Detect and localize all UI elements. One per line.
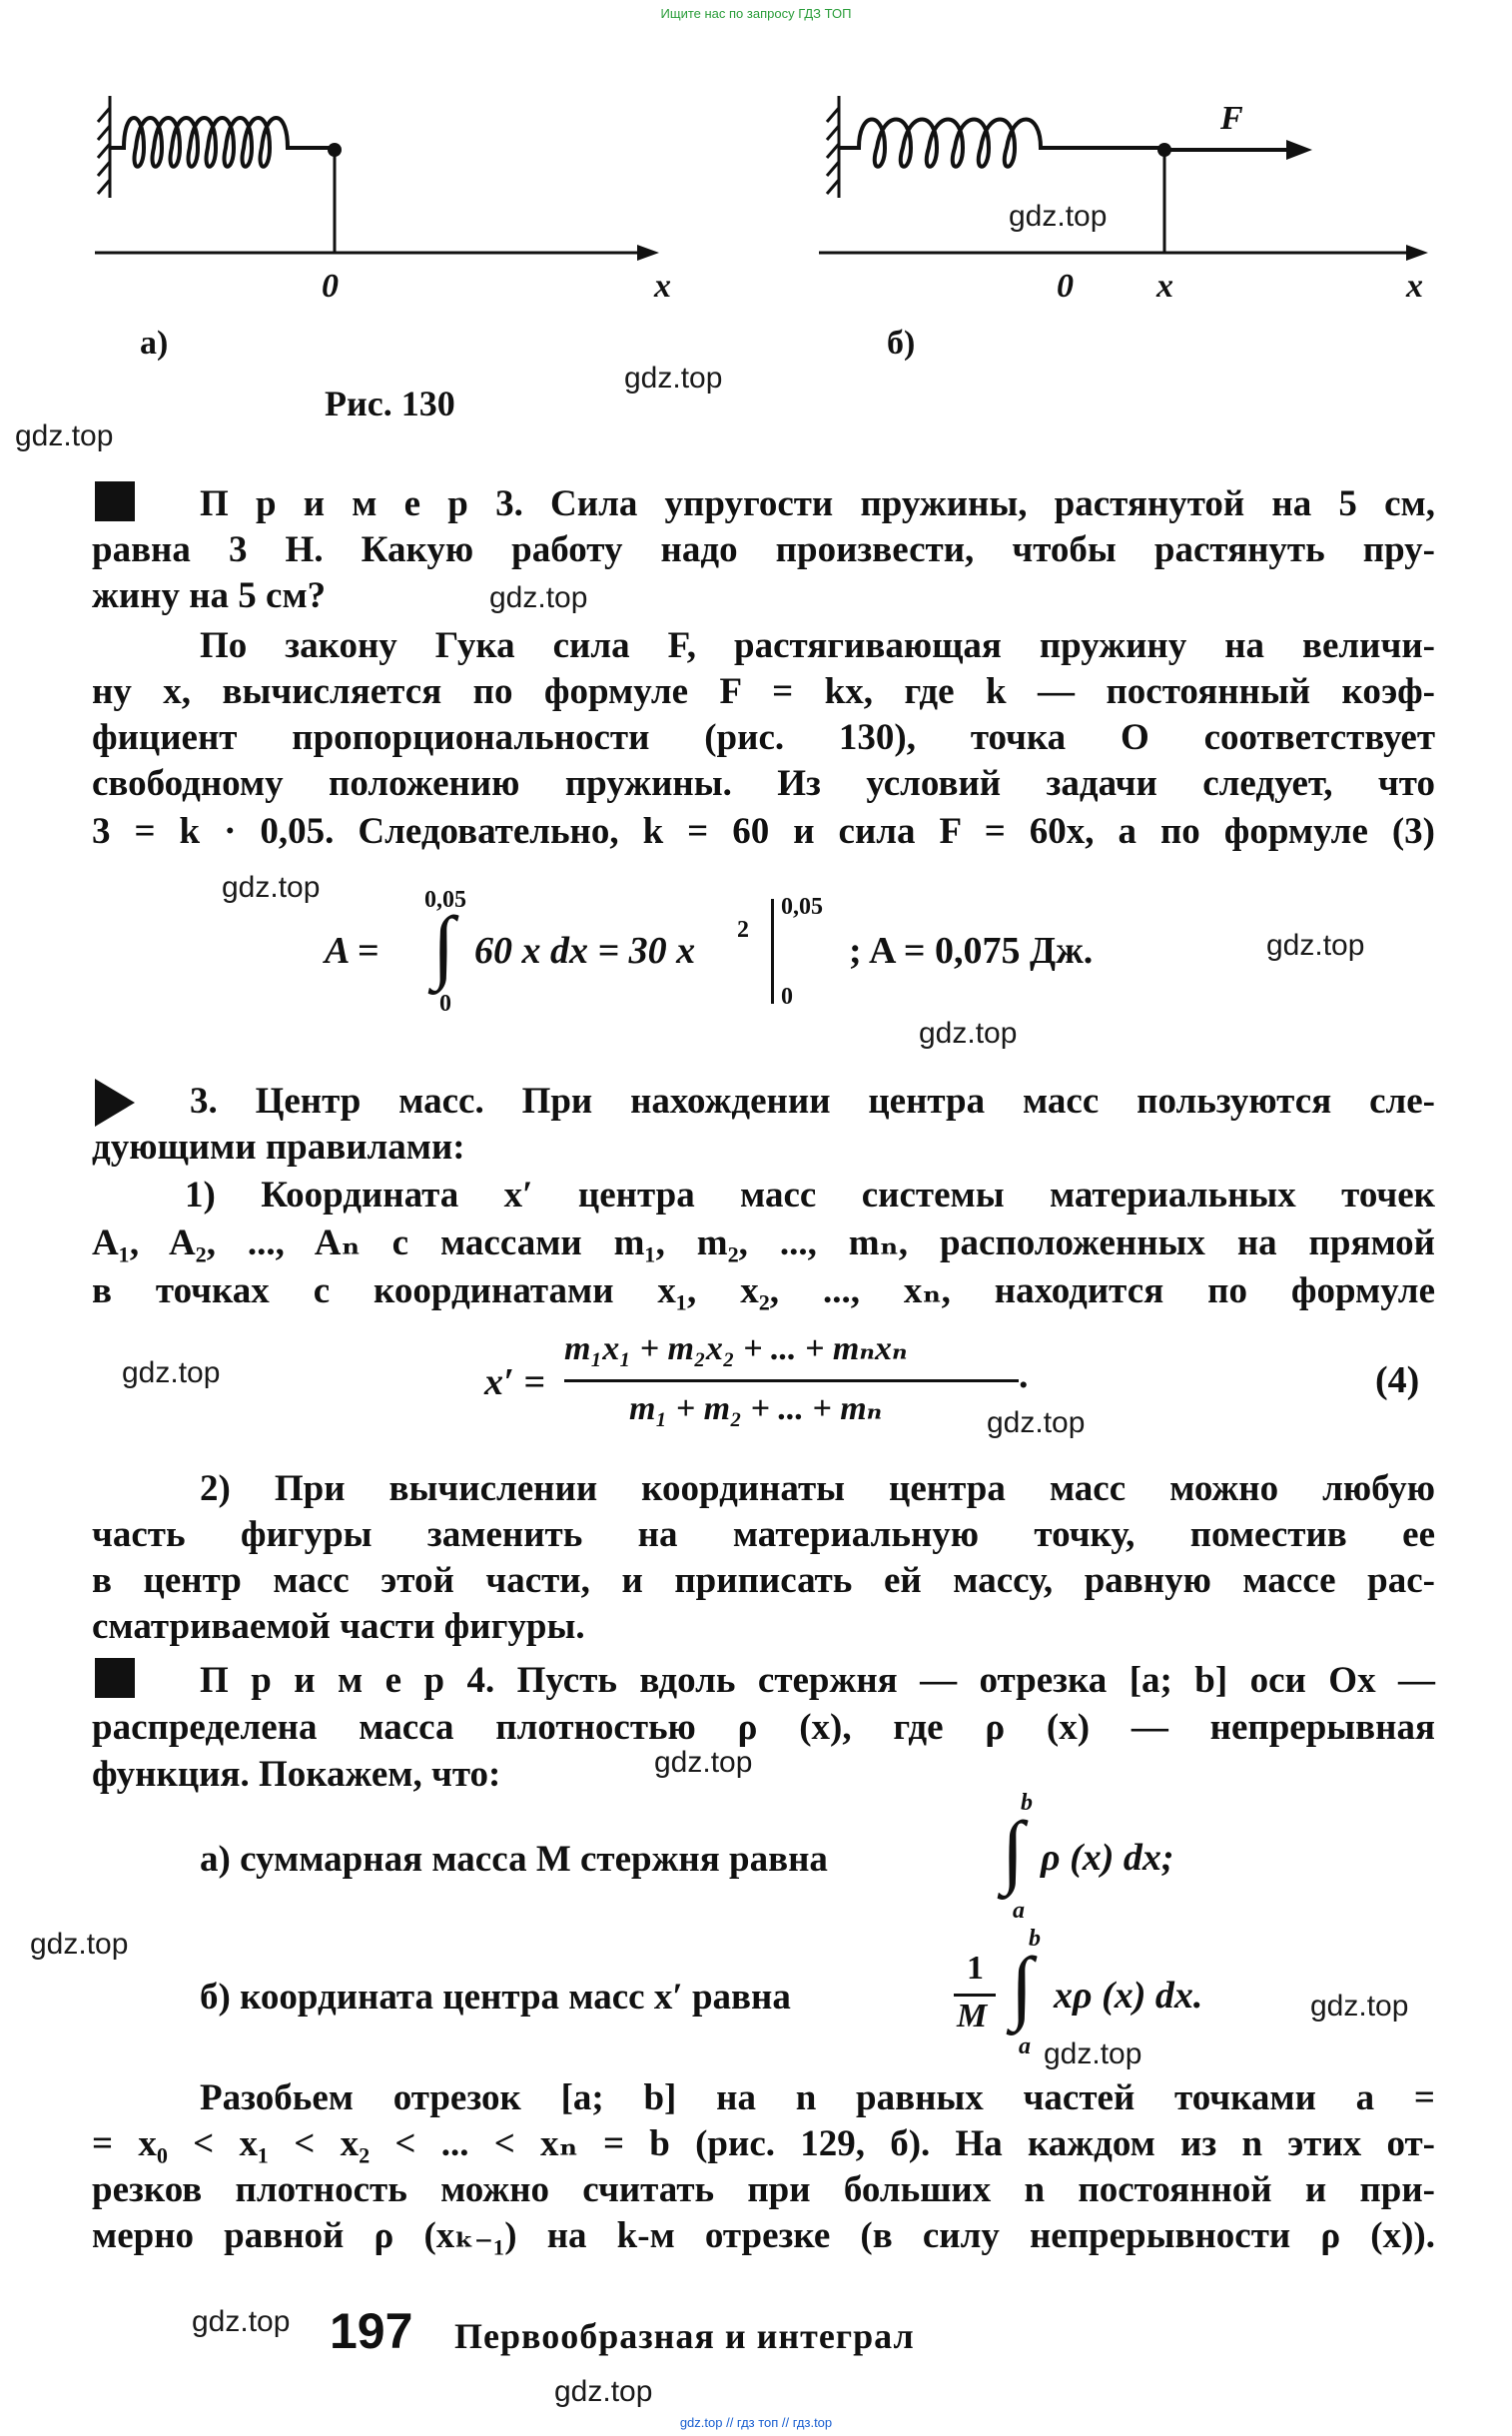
- item-a-integrand: ρ (x) dx;: [1041, 1837, 1174, 1879]
- watermark: gdz.top: [1310, 1990, 1409, 2023]
- example4-line: П р и м е р 4. Пусть вдоль стержня — отрезка [a; b] оси Ox —: [200, 1660, 1435, 1701]
- example3-line: равна 3 Н. Какую работу надо произвести, чтобы растянуть пру-: [92, 529, 1435, 570]
- fraction-numerator: m₁x₁ + m₂x₂ + ... + mₙxₙ: [564, 1330, 908, 1367]
- point-label-b: x: [1156, 268, 1173, 305]
- running-footer: Первообразная и интеграл: [454, 2316, 915, 2356]
- watermark: gdz.top: [222, 871, 321, 904]
- example3-line: По закону Гука сила F, растягивающая пружину на величи-: [200, 625, 1435, 666]
- section3-line: дующими правилами:: [92, 1127, 465, 1168]
- integrand: 60 x dx = 30 x: [474, 930, 696, 972]
- item-b-frac-den: M: [957, 1998, 988, 2034]
- integral-sign-icon: ∫: [1002, 1805, 1025, 1896]
- watermark: gdz.top: [1266, 929, 1365, 962]
- item-a-lower: a: [1013, 1898, 1025, 1924]
- watermark: gdz.top: [624, 362, 723, 395]
- eval-upper: 0,05: [781, 894, 823, 920]
- center-of-mass-symbol: x′ =: [484, 1361, 545, 1403]
- watermark: gdz.top: [489, 581, 588, 614]
- example3-line: 3 = k · 0,05. Следовательно, k = 60 и сила F = 60x, а по формуле (3): [92, 811, 1435, 852]
- formula-period: .: [1019, 1354, 1029, 1396]
- section3-line: 1) Координата x′ центра масс системы материальных точек: [185, 1175, 1435, 1216]
- example3-line: ну x, вычисляется по формуле F = kx, где k — постоянный коэф-: [92, 671, 1435, 712]
- watermark: gdz.top: [654, 1746, 753, 1779]
- item-a-text: а) суммарная масса M стержня равна: [200, 1839, 828, 1880]
- wall-a: [98, 96, 110, 198]
- subfigure-a-label: а): [140, 325, 169, 362]
- evaluation-bar: [771, 899, 774, 1004]
- subfigure-b-label: б): [887, 325, 916, 362]
- section3-line: в точках с координатами x₁, x₂, ..., xₙ, находится по формуле: [92, 1270, 1435, 1311]
- integral-sign-icon: ∫: [432, 900, 455, 991]
- rule2-line: сматриваемой части фигуры.: [92, 1606, 585, 1647]
- axis-label-a: x: [654, 268, 671, 305]
- item-b-integrand: xρ (x) dx.: [1054, 1975, 1203, 2017]
- watermark: gdz.top: [30, 1928, 129, 1961]
- item-b-upper: b: [1029, 1926, 1041, 1952]
- example3-line: жину на 5 см?: [92, 575, 327, 616]
- axis-label-b: x: [1406, 268, 1423, 305]
- rule2-line: 2) При вычислении координаты центра масс можно любую: [200, 1468, 1435, 1509]
- section3-line: A₁, A₂, ..., Aₙ с массами m₁, m₂, ..., mₙ, расположенных на прямой: [92, 1222, 1435, 1263]
- watermark: gdz.top: [1044, 2037, 1142, 2070]
- wall-b: [827, 96, 839, 198]
- item-b-lower: a: [1019, 2033, 1031, 2059]
- spring-b: [839, 120, 1074, 167]
- integral-lower-limit: 0: [439, 991, 451, 1017]
- example4-line: распределена масса плотностью ρ (x), где ρ (x) — непрерывная: [92, 1707, 1435, 1748]
- example3-line: П р и м е р 3. Сила упругости пружины, растянутой на 5 см,: [200, 483, 1435, 524]
- work-result: ; A = 0,075 Дж.: [849, 930, 1094, 972]
- page-number: 197: [330, 2303, 413, 2359]
- item-b-text: б) координата центра масс x′ равна: [200, 1977, 791, 2018]
- eval-lower: 0: [781, 984, 793, 1010]
- origin-label-b: 0: [1057, 268, 1074, 305]
- closing-line: резков плотность можно считать при больших n постоянной и при-: [92, 2169, 1435, 2210]
- closing-line: = x₀ < x₁ < x₂ < ... < xₙ = b (рис. 129, б). На каждом из n этих от-: [92, 2123, 1435, 2164]
- closing-line: мерно равной ρ (xₖ₋₁) на k-м отрезке (в силу непрерывности ρ (x)).: [92, 2215, 1435, 2256]
- work-symbol: A =: [325, 930, 379, 972]
- fraction-denominator: m₁ + m₂ + ... + mₙ: [629, 1390, 883, 1427]
- example3-line: свободному положению пружины. Из условий задачи следует, что: [92, 763, 1435, 804]
- item-a-upper: b: [1021, 1790, 1033, 1816]
- origin-label-a: 0: [322, 268, 339, 305]
- example-marker-icon: [95, 1658, 135, 1698]
- watermark: gdz.top: [987, 1406, 1086, 1439]
- example-marker-icon: [95, 481, 135, 521]
- spring-a: [110, 118, 302, 167]
- power: 2: [737, 917, 749, 943]
- example4-line: функция. Покажем, что:: [92, 1754, 501, 1795]
- section-marker-icon: [95, 1079, 135, 1127]
- watermark: gdz.top: [192, 2305, 291, 2338]
- item-b-frac-num: 1: [967, 1950, 984, 1987]
- fraction-bar: [564, 1379, 1019, 1382]
- spring-figure: [90, 88, 1458, 318]
- integral-upper-limit: 0,05: [424, 887, 466, 913]
- integral-sign-icon: ∫: [1011, 1941, 1034, 2031]
- closing-line: Разобьем отрезок [a; b] на n равных частей точками a =: [200, 2077, 1435, 2118]
- item-b-frac-bar: [954, 1994, 996, 1997]
- watermark: gdz.top: [1009, 200, 1108, 233]
- figure-caption: Рис. 130: [325, 384, 455, 423]
- watermark: gdz.top: [919, 1017, 1018, 1050]
- watermark: gdz.top: [15, 419, 114, 452]
- formula-number: (4): [1375, 1359, 1420, 1401]
- example3-line: фициент пропорциональности (рис. 130), точка O соответствует: [92, 717, 1435, 758]
- top-watermark: Ищите нас по запросу ГДЗ ТОП: [660, 6, 852, 21]
- force-label: F: [1220, 100, 1243, 137]
- section3-line: 3. Центр масс. При нахождении центра масс пользуются сле-: [190, 1081, 1435, 1122]
- bottom-watermark: gdz.top // гдз топ // гдз.top: [679, 2415, 833, 2430]
- rule2-line: в центр масс этой части, и приписать ей массу, равную массе рас-: [92, 1560, 1435, 1601]
- watermark: gdz.top: [122, 1356, 221, 1389]
- rule2-line: часть фигуры заменить на материальную точку, поместив ее: [92, 1514, 1435, 1555]
- watermark: gdz.top: [554, 2375, 653, 2408]
